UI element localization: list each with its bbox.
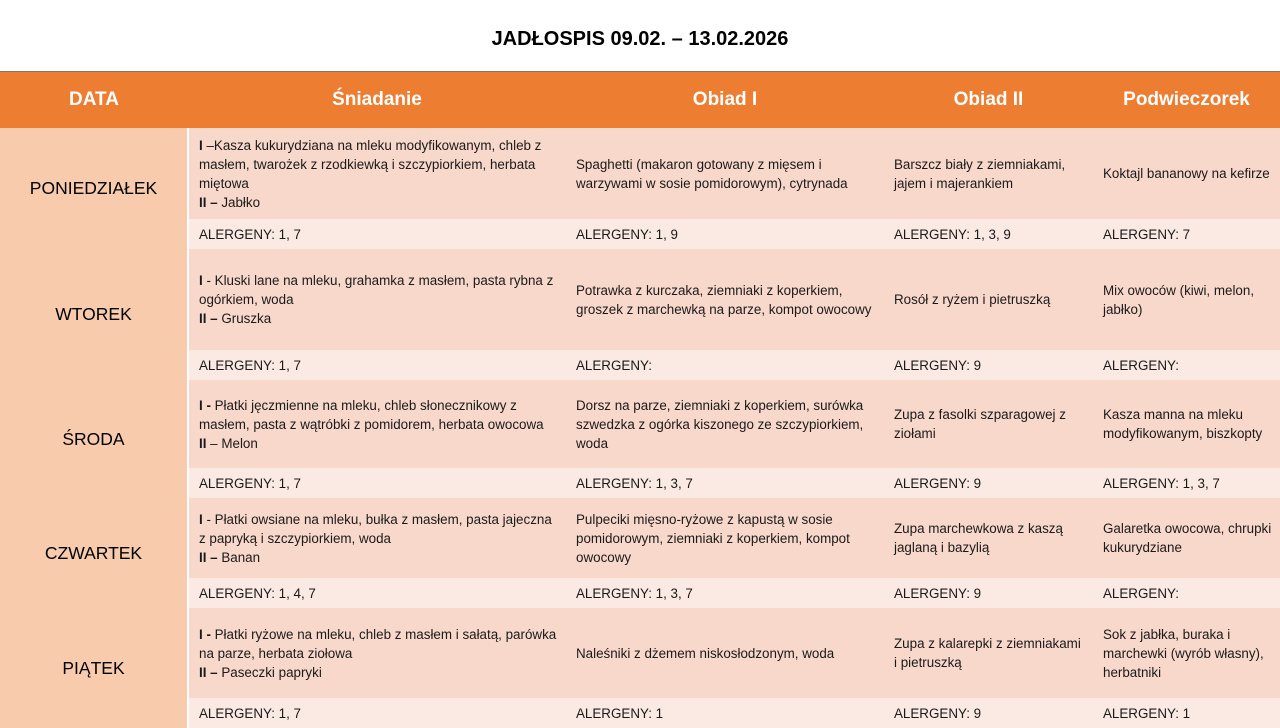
meal-row xyxy=(0,498,1280,578)
day-label: PIĄTEK xyxy=(0,608,188,728)
lunch2-cell: Zupa marchewkowa z kaszą jaglaną i bazylią xyxy=(884,498,1093,578)
allergen-row xyxy=(0,350,1280,380)
lunch2-cell: Barszcz biały z ziemniakami, jajem i majerankiem xyxy=(884,128,1093,219)
allergen-cell: ALERGENY: xyxy=(1093,350,1280,380)
lunch1-cell: Pulpeciki mięsno-ryżowe z kapustą w sosie pomidorowym, ziemniaki z koperkiem, kompot owocowy xyxy=(566,498,884,578)
allergen-cell: ALERGENY: 1 xyxy=(566,698,884,728)
breakfast-cell xyxy=(188,249,566,350)
header-snack: Podwieczorek xyxy=(1093,72,1280,129)
allergen-cell: ALERGENY: 1, 7 xyxy=(188,219,566,249)
allergen-cell: ALERGENY: 1, 3, 7 xyxy=(566,468,884,498)
breakfast-second-meal: II – Gruszka xyxy=(199,311,272,326)
breakfast-second-meal: II – Jabłko xyxy=(199,194,261,210)
allergen-row xyxy=(0,219,1280,249)
breakfast-cell xyxy=(188,498,566,578)
allergen-cell: ALERGENY: 9 xyxy=(884,578,1093,608)
menu-table xyxy=(0,71,1280,728)
snack-cell: Mix owoców (kiwi, melon, jabłko) xyxy=(1093,249,1280,350)
header-row xyxy=(0,72,1280,129)
allergen-cell: ALERGENY: 9 xyxy=(884,350,1093,380)
header-breakfast: Śniadanie xyxy=(188,72,566,129)
day-label: ŚRODA xyxy=(0,380,188,498)
allergen-cell: ALERGENY: 1 xyxy=(1093,698,1280,728)
allergen-cell: ALERGENY: 1, 4, 7 xyxy=(188,578,566,608)
allergen-cell: ALERGENY: 7 xyxy=(1093,219,1280,249)
snack-cell: Sok z jabłka, buraka i marchewki (wyrób własny), herbatniki xyxy=(1093,608,1280,698)
lunch2-cell: Zupa z fasolki szparagowej z ziołami xyxy=(884,380,1093,468)
allergen-cell: ALERGENY: 9 xyxy=(884,468,1093,498)
meal-row xyxy=(0,128,1280,219)
lunch2-cell: Zupa z kalarepki z ziemniakami i pietruszką xyxy=(884,608,1093,698)
breakfast-first-meal: I - Płatki jęczmienne na mleku, chleb słonecznikowy z masłem, pasta z wątróbki z pomidorem, herbata owocowa xyxy=(199,397,544,432)
allergen-row xyxy=(0,698,1280,728)
snack-cell: Koktajl bananowy na kefirze xyxy=(1093,128,1280,219)
day-label: WTOREK xyxy=(0,249,188,380)
breakfast-first-meal: I - Płatki ryżowe na mleku, chleb z masłem i sałatą, parówka na parze, herbata ziołowa xyxy=(199,626,557,661)
allergen-cell: ALERGENY: xyxy=(566,350,884,380)
allergen-cell: ALERGENY: 1, 3, 7 xyxy=(1093,468,1280,498)
header-date: DATA xyxy=(0,72,188,129)
allergen-row xyxy=(0,468,1280,498)
breakfast-first-meal: I –Kasza kukurydziana na mleku modyfikowanym, chleb z masłem, twarożek z rzodkiewką i szczypiorkiem, herbata miętowa xyxy=(199,137,542,191)
breakfast-second-meal: II – Paseczki papryki xyxy=(199,664,322,680)
breakfast-first-meal: I - Kluski lane na mleku, grahamka z masłem, pasta rybna z ogórkiem, woda xyxy=(199,273,554,307)
allergen-cell: ALERGENY: 1, 9 xyxy=(566,219,884,249)
allergen-cell: ALERGENY: 1, 7 xyxy=(188,698,566,728)
allergen-cell: ALERGENY: 1, 7 xyxy=(188,350,566,380)
breakfast-second-meal: II – Banan xyxy=(199,549,261,565)
snack-cell: Galaretka owocowa, chrupki kukurydziane xyxy=(1093,498,1280,578)
breakfast-first-meal: I - Płatki owsiane na mleku, bułka z masłem, pasta jajeczna z papryką i szczypiorkiem, woda xyxy=(199,511,552,546)
allergen-row xyxy=(0,578,1280,608)
day-label: CZWARTEK xyxy=(0,498,188,608)
snack-cell: Kasza manna na mleku modyfikowanym, biszkopty xyxy=(1093,380,1280,468)
meal-row xyxy=(0,608,1280,698)
breakfast-cell xyxy=(188,380,566,468)
breakfast-cell xyxy=(188,608,566,698)
meal-row xyxy=(0,249,1280,350)
lunch1-cell: Spaghetti (makaron gotowany z mięsem i warzywami w sosie pomidorowym), cytrynada xyxy=(566,128,884,219)
allergen-cell: ALERGENY: 1, 3, 7 xyxy=(566,578,884,608)
lunch2-cell: Rosół z ryżem i pietruszką xyxy=(884,249,1093,350)
allergen-cell: ALERGENY: 1, 3, 9 xyxy=(884,219,1093,249)
lunch1-cell: Naleśniki z dżemem niskosłodzonym, woda xyxy=(566,608,884,698)
header-lunch1: Obiad I xyxy=(566,72,884,129)
allergen-cell: ALERGENY: xyxy=(1093,578,1280,608)
header-lunch2: Obiad II xyxy=(884,72,1093,129)
lunch1-cell: Potrawka z kurczaka, ziemniaki z koperkiem, groszek z marchewką na parze, kompot owocowy xyxy=(566,249,884,350)
meal-row xyxy=(0,380,1280,468)
page-title: JADŁOSPIS 09.02. – 13.02.2026 xyxy=(491,28,789,50)
allergen-cell: ALERGENY: 1, 7 xyxy=(188,468,566,498)
breakfast-cell xyxy=(188,128,566,219)
breakfast-second-meal: II – Melon xyxy=(199,435,258,451)
day-label: PONIEDZIAŁEK xyxy=(0,128,188,249)
lunch1-cell: Dorsz na parze, ziemniaki z koperkiem, surówka szwedzka z ogórka kiszonego ze szczypiorkiem, woda xyxy=(566,380,884,468)
allergen-cell: ALERGENY: 9 xyxy=(884,698,1093,728)
